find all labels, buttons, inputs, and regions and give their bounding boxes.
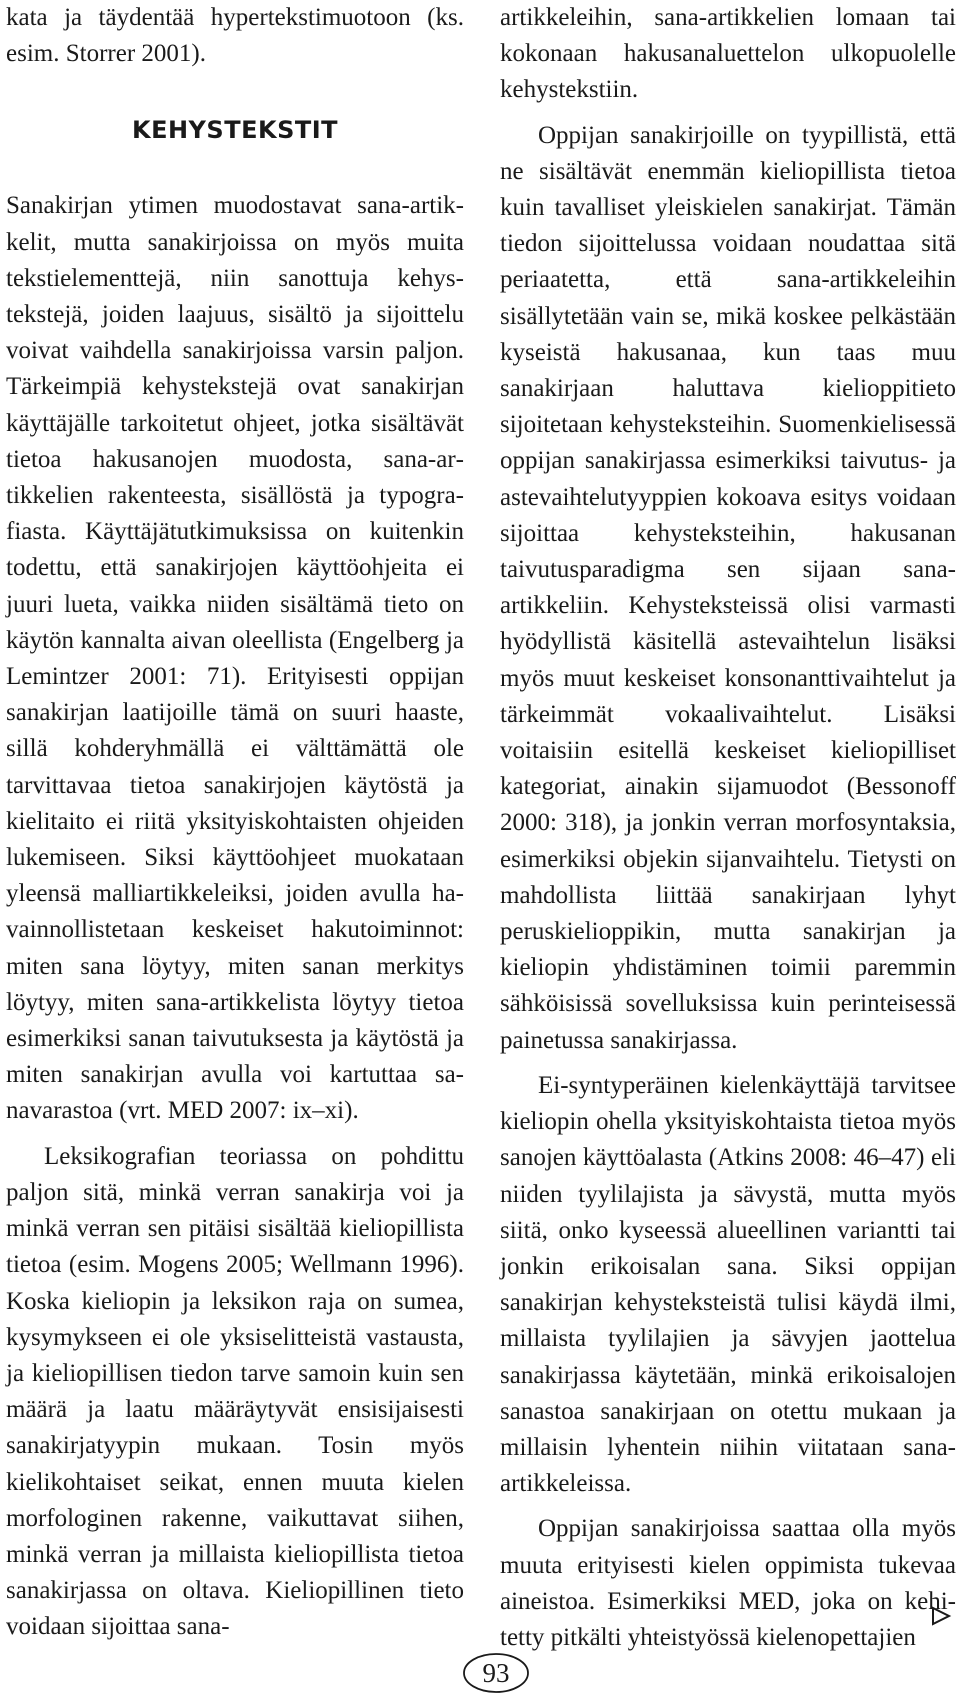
continue-arrow-icon — [930, 1605, 952, 1627]
continued-paragraph: kata ja täydentää hypertekstimuotoon (ks. esim. Storrer 2001). — [6, 4, 464, 68]
section-heading: KEHYSTEKSTIT — [131, 116, 339, 145]
paragraph-ei-syntyperainen: Ei-syntyperäinen kielenkäyttäjä tarvitsee kieliopin ohella yksityiskohtaista tietoa myös sanojen käyttöalasta (Atkins 2008: 46–47) eli niiden tyylilajista ja sävystä, mutta myös siitä, onko kyseessä alueellinen variantti tai jonkin erikoisalan sana. Siksi oppijan sanakirjan kehysteksteistä tulisi käydä ilmi, millaista tyylilajien ja sävyjen jaottelua sanakirjassa käytetään, minkä erikoisalojen sanastoa sanakirjaan on otettu mukaan ja millaisin lyhentein niihin viitataan sana-artikkeleissa. — [500, 1071, 956, 1498]
left-column — [6, 0, 464, 1646]
paragraph-kehystekstit-intro: Sanakirjan ytimen muodostavat sana-artikkelit, mutta sanakirjoissa on myös muita tekstielementtejä, niin sanottuja kehystekstejä, joiden laajuus, sisältö ja sijoittelu voivat vaihdella sanakirjoissa varsin paljon. Tärkeimpiä kehystekstejä ovat sanakirjan käyttäjälle tarkoitetut ohjeet, jotka sisältävät tietoa hakusanojen muodosta, sana-artikkelien rakenteesta, sisällöstä ja typografiasta. Käyttäjätutkimuksissa on kuitenkin todettu, että sanakirjojen käyttöohjeita ei juuri lueta, vaikka niiden sisältämä tieto on käytön kannalta aivan oleellista (Engelberg ja Lemintzer 2001: 71). Erityisesti oppijan sanakirjan laatijoille tämä on suuri haaste, sillä kohderyhmällä ei välttämättä ole tarvittavaa tietoa sanakirjojen käytöstä ja kielitaito ei riitä yksityiskohtaisten ohjeiden lukemiseen. Siksi käyttöohjeet muokataan yleensä malliartikkeleiksi, joiden avulla havainnollistetaan keskeiset hakutoiminnot: miten sana löytyy, miten sanan merkitys löytyy, miten sana-artikkelista löytyy tietoa esimerkiksi sanan taivutuksesta ja käytöstä ja miten sanakirjan avulla voi kartuttaa sanavarastoa (vrt. MED 2007: ix–xi). — [6, 192, 464, 1125]
page-number — [462, 1651, 530, 1695]
page-number-text: 93 — [482, 1658, 510, 1688]
paragraph-continued-right: artikkeleihin, sana-artikkelien lomaan tai kokonaan hakusanaluettelon ulkopuolelle kehystekstiin. — [500, 4, 956, 104]
paragraph-oppijan-sanakirjoille: Oppijan sanakirjoille on tyypillistä, että ne sisältävät enemmän kieliopillista tietoa kuin tavalliset yleiskielen sanakirjat. Tämän tiedon sijoittelussa voidaan noudattaa sitä periaatetta, että sana-artikkeleihin sisällytetään vain se, mikä koskee pelkästään kyseistä hakusanaa, kun taas muu sanakirjaan haluttava kielioppitieto sijoitetaan kehysteksteihin. Suomenkielisessä oppijan sanakirjassa esimerkiksi taivutus- ja astevaihtelutyyppien kokoava esitys voidaan sijoittaa kehysteksteihin, hakusanan taivutusparadigma sen sijaan sana-artikkeliin. Kehysteksteissä olisi varmasti hyödyllistä käsitellä astevaihtelun lisäksi myös muut keskeiset konsonanttivaihtelut ja tärkeimmät vokaalivaihtelut. Lisäksi voitaisiin esitellä keskeiset kieliopilliset kategoriat, ainakin sijamuodot (Bessonoff 2000: 318), ja jonkin verran morfosyntaksia, esimerkiksi objekin sijanvaihtelu. Tietysti on mahdollista liittää sanakirjaan lyhyt peruskielioppikin, mutta sanakirjan ja kieliopin yhdistäminen toimii paremmin sähköisissä sovelluksissa kuin perinteisessä painetussa sanakirjassa. — [500, 121, 956, 1054]
paragraph-leksikografia: Leksikografian teoriassa on pohdittu paljon sitä, minkä verran sanakirja voi ja minkä verran sen pitäisi sisältää kieliopillista tietoa (esim. Mogens 2005; Wellmann 1996). Koska kieliopin ja leksikon raja on sumea, kysymykseen ei ole yksiselitteistä vastausta, ja kieliopillisen tiedon tarve samoin kuin sen määrä ja laatu määräytyvät ensisijaisesti sanakirjatyypin mukaan. Tosin myös kielikohtaiset seikat, ennen muuta kielen morfologinen rakenne, vaikuttavat siihen, minkä verran ja millaista kieliopillista tietoa sanakirjassa on oltava. Kieliopillinen tieto voidaan sijoittaa sana- — [6, 1142, 464, 1641]
right-column — [500, 0, 956, 1656]
paragraph-oppijan-sanakirjoissa: Oppijan sanakirjoissa saattaa olla myös muuta erityisesti kielen oppimista tukevaa aineistoa. Esimerkiksi MED, joka on kehitetty pitkälti yhteistyössä kielenopettajien — [500, 1515, 956, 1651]
